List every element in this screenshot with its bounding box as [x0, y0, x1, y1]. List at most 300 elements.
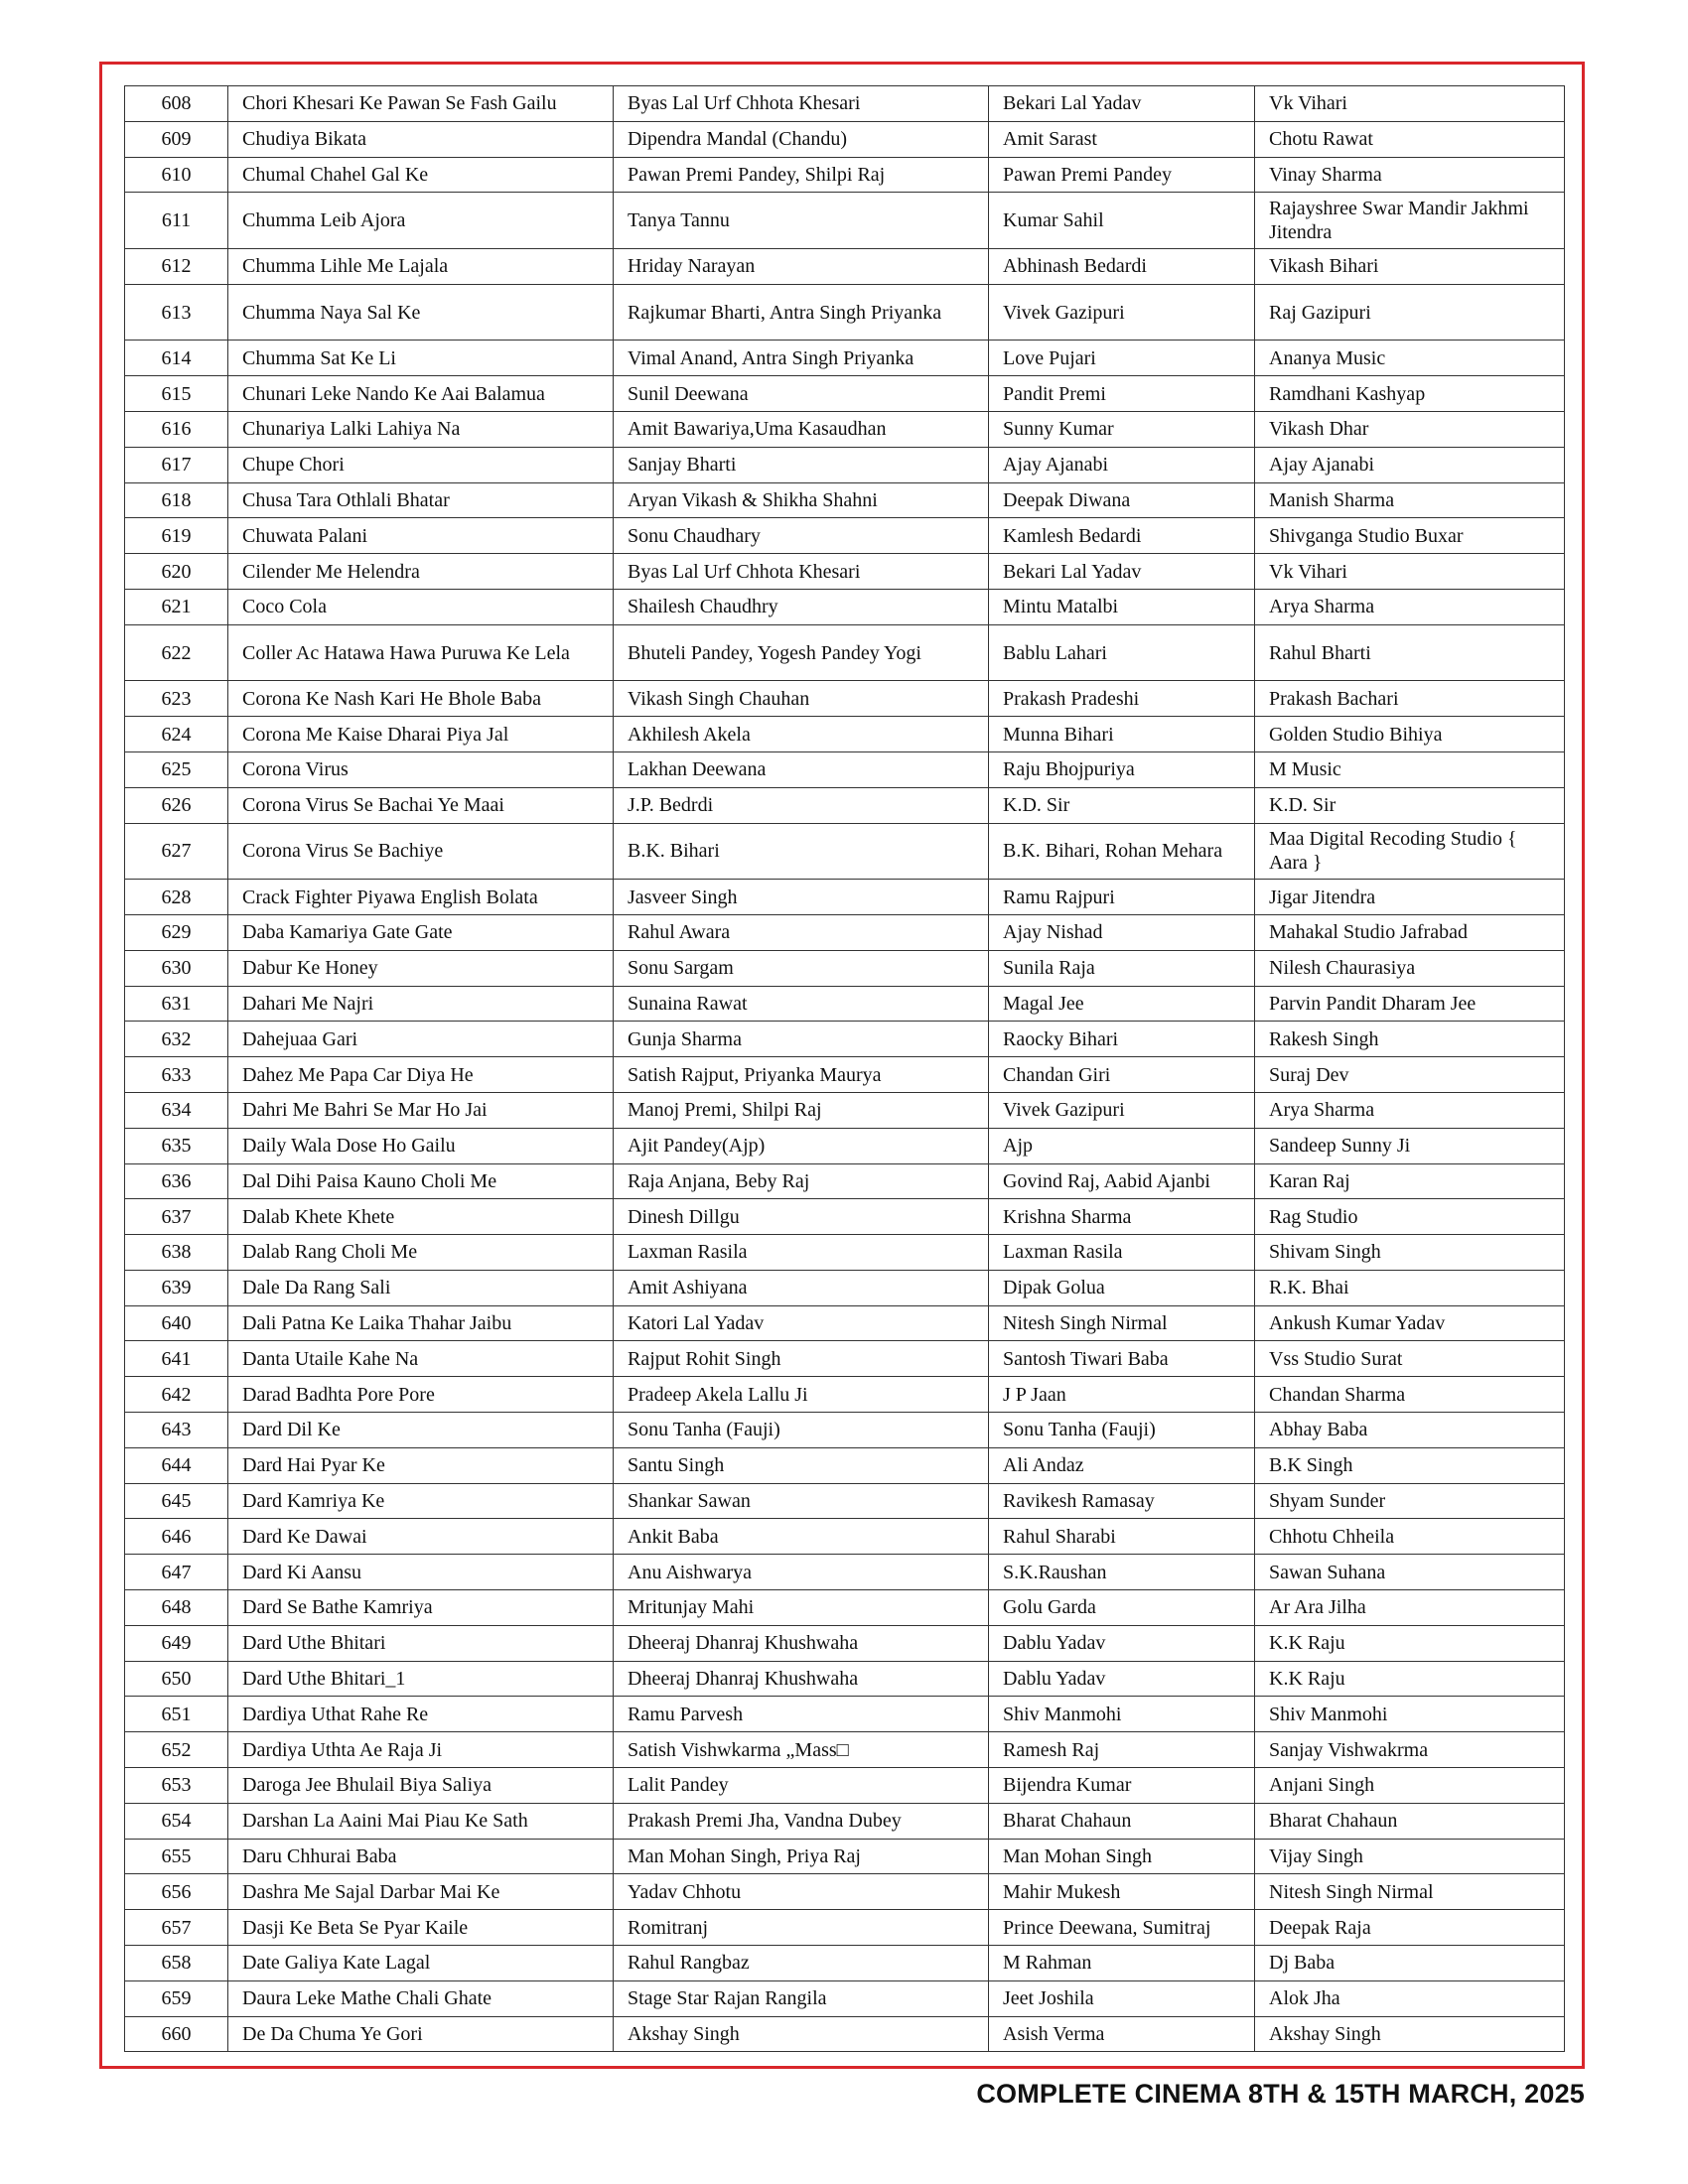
singer-cell: Santu Singh — [614, 1447, 989, 1483]
table-row — [125, 1839, 1565, 1874]
table-row — [125, 681, 1565, 717]
lyricist-cell: Love Pujari — [989, 341, 1255, 376]
row-number-cell: 635 — [125, 1128, 228, 1163]
lyricist-cell: Nitesh Singh Nirmal — [989, 1305, 1255, 1341]
singer-cell: Ajit Pandey(Ajp) — [614, 1128, 989, 1163]
table-row — [125, 1625, 1565, 1661]
lyricist-cell: B.K. Bihari, Rohan Mehara — [989, 823, 1255, 880]
table-row — [125, 447, 1565, 482]
song-title-cell: Coco Cola — [228, 589, 614, 624]
singer-cell: Amit Ashiyana — [614, 1270, 989, 1305]
row-number-cell: 637 — [125, 1199, 228, 1235]
singer-cell: Dipendra Mandal (Chandu) — [614, 121, 989, 157]
label-cell: Ankush Kumar Yadav — [1255, 1305, 1565, 1341]
label-cell: Maa Digital Recoding Studio { Aara } — [1255, 823, 1565, 880]
table-row — [125, 2016, 1565, 2052]
label-cell: Shivganga Studio Buxar — [1255, 518, 1565, 554]
song-title-cell: Chunariya Lalki Lahiya Na — [228, 411, 614, 447]
song-title-cell: Cilender Me Helendra — [228, 554, 614, 590]
row-number-cell: 624 — [125, 717, 228, 752]
row-number-cell: 630 — [125, 950, 228, 986]
label-cell: Vijay Singh — [1255, 1839, 1565, 1874]
table-row — [125, 1483, 1565, 1519]
table-row — [125, 1768, 1565, 1804]
row-number-cell: 649 — [125, 1625, 228, 1661]
label-cell: Arya Sharma — [1255, 589, 1565, 624]
table-row — [125, 341, 1565, 376]
lyricist-cell: Sunny Kumar — [989, 411, 1255, 447]
row-number-cell: 639 — [125, 1270, 228, 1305]
song-title-cell: Chunari Leke Nando Ke Aai Balamua — [228, 376, 614, 412]
row-number-cell: 646 — [125, 1519, 228, 1555]
song-title-cell: Chumma Leib Ajora — [228, 193, 614, 249]
lyricist-cell: Santosh Tiwari Baba — [989, 1341, 1255, 1377]
lyricist-cell: Prakash Pradeshi — [989, 681, 1255, 717]
row-number-cell: 660 — [125, 2016, 228, 2052]
singer-cell: Akshay Singh — [614, 2016, 989, 2052]
table-row — [125, 1341, 1565, 1377]
label-cell: Alok Jha — [1255, 1980, 1565, 2016]
row-number-cell: 648 — [125, 1590, 228, 1626]
lyricist-cell: Rahul Sharabi — [989, 1519, 1255, 1555]
song-title-cell: Dahri Me Bahri Se Mar Ho Jai — [228, 1092, 614, 1128]
singer-cell: Ankit Baba — [614, 1519, 989, 1555]
song-title-cell: Dabur Ke Honey — [228, 950, 614, 986]
row-number-cell: 623 — [125, 681, 228, 717]
song-title-cell: Chudiya Bikata — [228, 121, 614, 157]
song-title-cell: Chumma Sat Ke Li — [228, 341, 614, 376]
song-title-cell: Danta Utaile Kahe Na — [228, 1341, 614, 1377]
song-title-cell: Corona Ke Nash Kari He Bhole Baba — [228, 681, 614, 717]
lyricist-cell: Abhinash Bedardi — [989, 248, 1255, 284]
table-row — [125, 1092, 1565, 1128]
lyricist-cell: Bharat Chahaun — [989, 1803, 1255, 1839]
label-cell: Sawan Suhana — [1255, 1555, 1565, 1590]
singer-cell: Sunaina Rawat — [614, 986, 989, 1022]
lyricist-cell: Magal Jee — [989, 986, 1255, 1022]
label-cell: Sanjay Vishwakrma — [1255, 1732, 1565, 1768]
lyricist-cell: Ramu Rajpuri — [989, 880, 1255, 915]
label-cell: Vss Studio Surat — [1255, 1341, 1565, 1377]
table-row — [125, 1413, 1565, 1448]
label-cell: Anjani Singh — [1255, 1768, 1565, 1804]
singer-cell: Amit Bawariya,Uma Kasaudhan — [614, 411, 989, 447]
song-title-cell: Dalab Khete Khete — [228, 1199, 614, 1235]
row-number-cell: 642 — [125, 1377, 228, 1413]
row-number-cell: 614 — [125, 341, 228, 376]
table-row — [125, 751, 1565, 787]
row-number-cell: 626 — [125, 787, 228, 823]
label-cell: K.D. Sir — [1255, 787, 1565, 823]
song-title-cell: Daura Leke Mathe Chali Ghate — [228, 1980, 614, 2016]
lyricist-cell: Kamlesh Bedardi — [989, 518, 1255, 554]
song-title-cell: Daroga Jee Bhulail Biya Saliya — [228, 1768, 614, 1804]
label-cell: Ajay Ajanabi — [1255, 447, 1565, 482]
song-title-cell: Dahejuaa Gari — [228, 1022, 614, 1057]
label-cell: Vk Vihari — [1255, 86, 1565, 122]
row-number-cell: 653 — [125, 1768, 228, 1804]
row-number-cell: 638 — [125, 1235, 228, 1271]
row-number-cell: 613 — [125, 284, 228, 341]
row-number-cell: 657 — [125, 1910, 228, 1946]
label-cell: Rag Studio — [1255, 1199, 1565, 1235]
song-title-cell: Dale Da Rang Sali — [228, 1270, 614, 1305]
row-number-cell: 610 — [125, 157, 228, 193]
table-row — [125, 193, 1565, 249]
song-title-cell: Daily Wala Dose Ho Gailu — [228, 1128, 614, 1163]
row-number-cell: 652 — [125, 1732, 228, 1768]
song-title-cell: Chumma Lihle Me Lajala — [228, 248, 614, 284]
row-number-cell: 658 — [125, 1946, 228, 1981]
singer-cell: Satish Rajput, Priyanka Maurya — [614, 1057, 989, 1093]
lyricist-cell: Mintu Matalbi — [989, 589, 1255, 624]
singer-cell: Anu Aishwarya — [614, 1555, 989, 1590]
label-cell: Shiv Manmohi — [1255, 1697, 1565, 1732]
row-number-cell: 615 — [125, 376, 228, 412]
lyricist-cell: Mahir Mukesh — [989, 1874, 1255, 1910]
table-row — [125, 1199, 1565, 1235]
table-row — [125, 1946, 1565, 1981]
lyricist-cell: Dablu Yadav — [989, 1625, 1255, 1661]
row-number-cell: 655 — [125, 1839, 228, 1874]
lyricist-cell: Govind Raj, Aabid Ajanbi — [989, 1163, 1255, 1199]
singer-cell: Vikash Singh Chauhan — [614, 681, 989, 717]
row-number-cell: 629 — [125, 914, 228, 950]
song-title-cell: Dard Uthe Bhitari_1 — [228, 1661, 614, 1697]
lyricist-cell: Pandit Premi — [989, 376, 1255, 412]
row-number-cell: 631 — [125, 986, 228, 1022]
song-title-cell: Dasji Ke Beta Se Pyar Kaile — [228, 1910, 614, 1946]
song-title-cell: Crack Fighter Piyawa English Bolata — [228, 880, 614, 915]
label-cell: K.K Raju — [1255, 1625, 1565, 1661]
table-row — [125, 1305, 1565, 1341]
lyricist-cell: S.K.Raushan — [989, 1555, 1255, 1590]
label-cell: Vikash Dhar — [1255, 411, 1565, 447]
song-title-cell: Corona Virus Se Bachiye — [228, 823, 614, 880]
row-number-cell: 611 — [125, 193, 228, 249]
row-number-cell: 620 — [125, 554, 228, 590]
table-row — [125, 1519, 1565, 1555]
row-number-cell: 619 — [125, 518, 228, 554]
row-number-cell: 640 — [125, 1305, 228, 1341]
song-title-cell: Corona Me Kaise Dharai Piya Jal — [228, 717, 614, 752]
table-row — [125, 554, 1565, 590]
row-number-cell: 659 — [125, 1980, 228, 2016]
lyricist-cell: Ravikesh Ramasay — [989, 1483, 1255, 1519]
lyricist-cell: Raocky Bihari — [989, 1022, 1255, 1057]
row-number-cell: 627 — [125, 823, 228, 880]
row-number-cell: 632 — [125, 1022, 228, 1057]
label-cell: Prakash Bachari — [1255, 681, 1565, 717]
song-title-cell: Daru Chhurai Baba — [228, 1839, 614, 1874]
lyricist-cell: Vivek Gazipuri — [989, 1092, 1255, 1128]
lyricist-cell: Bablu Lahari — [989, 624, 1255, 681]
table-row — [125, 1270, 1565, 1305]
label-cell: Chotu Rawat — [1255, 121, 1565, 157]
lyricist-cell: Sunila Raja — [989, 950, 1255, 986]
row-number-cell: 622 — [125, 624, 228, 681]
singer-cell: Pradeep Akela Lallu Ji — [614, 1377, 989, 1413]
label-cell: Golden Studio Bihiya — [1255, 717, 1565, 752]
lyricist-cell: Vivek Gazipuri — [989, 284, 1255, 341]
table-row — [125, 787, 1565, 823]
label-cell: R.K. Bhai — [1255, 1270, 1565, 1305]
row-number-cell: 618 — [125, 482, 228, 518]
row-number-cell: 609 — [125, 121, 228, 157]
singer-cell: Yadav Chhotu — [614, 1874, 989, 1910]
singer-cell: Hriday Narayan — [614, 248, 989, 284]
song-list-table — [124, 85, 1565, 2052]
table-row — [125, 1590, 1565, 1626]
label-cell: Vikash Bihari — [1255, 248, 1565, 284]
song-title-cell: Dard Se Bathe Kamriya — [228, 1590, 614, 1626]
row-number-cell: 651 — [125, 1697, 228, 1732]
lyricist-cell: Ramesh Raj — [989, 1732, 1255, 1768]
table-row — [125, 482, 1565, 518]
row-number-cell: 641 — [125, 1341, 228, 1377]
song-title-cell: Dalab Rang Choli Me — [228, 1235, 614, 1271]
publication-footer: COMPLETE CINEMA 8TH & 15TH MARCH, 2025 — [976, 2079, 1585, 2109]
row-number-cell: 625 — [125, 751, 228, 787]
lyricist-cell: Kumar Sahil — [989, 193, 1255, 249]
table-row — [125, 880, 1565, 915]
singer-cell: Katori Lal Yadav — [614, 1305, 989, 1341]
singer-cell: Pawan Premi Pandey, Shilpi Raj — [614, 157, 989, 193]
label-cell: K.K Raju — [1255, 1661, 1565, 1697]
singer-cell: Sunil Deewana — [614, 376, 989, 412]
table-row — [125, 284, 1565, 341]
table-row — [125, 589, 1565, 624]
singer-cell: Rajput Rohit Singh — [614, 1341, 989, 1377]
song-title-cell: Chori Khesari Ke Pawan Se Fash Gailu — [228, 86, 614, 122]
label-cell: Arya Sharma — [1255, 1092, 1565, 1128]
table-row — [125, 86, 1565, 122]
label-cell: Raj Gazipuri — [1255, 284, 1565, 341]
label-cell: Vinay Sharma — [1255, 157, 1565, 193]
table-row — [125, 1057, 1565, 1093]
singer-cell: Sonu Sargam — [614, 950, 989, 986]
row-number-cell: 644 — [125, 1447, 228, 1483]
table-row — [125, 1163, 1565, 1199]
singer-cell: Shailesh Chaudhry — [614, 589, 989, 624]
song-title-cell: Chumma Naya Sal Ke — [228, 284, 614, 341]
label-cell: Mahakal Studio Jafrabad — [1255, 914, 1565, 950]
song-title-cell: Coller Ac Hatawa Hawa Puruwa Ke Lela — [228, 624, 614, 681]
label-cell: Ramdhani Kashyap — [1255, 376, 1565, 412]
table-row — [125, 1803, 1565, 1839]
row-number-cell: 617 — [125, 447, 228, 482]
label-cell: Bharat Chahaun — [1255, 1803, 1565, 1839]
singer-cell: Ramu Parvesh — [614, 1697, 989, 1732]
table-row — [125, 1128, 1565, 1163]
row-number-cell: 654 — [125, 1803, 228, 1839]
table-row — [125, 248, 1565, 284]
lyricist-cell: Chandan Giri — [989, 1057, 1255, 1093]
singer-cell: Bhuteli Pandey, Yogesh Pandey Yogi — [614, 624, 989, 681]
table-row — [125, 411, 1565, 447]
lyricist-cell: J P Jaan — [989, 1377, 1255, 1413]
song-title-cell: Date Galiya Kate Lagal — [228, 1946, 614, 1981]
song-title-cell: Corona Virus Se Bachai Ye Maai — [228, 787, 614, 823]
table-row — [125, 1697, 1565, 1732]
singer-cell: Dheeraj Dhanraj Khushwaha — [614, 1625, 989, 1661]
table-row — [125, 1377, 1565, 1413]
label-cell: Rajayshree Swar Mandir Jakhmi Jitendra — [1255, 193, 1565, 249]
lyricist-cell: Raju Bhojpuriya — [989, 751, 1255, 787]
label-cell: Suraj Dev — [1255, 1057, 1565, 1093]
singer-cell: J.P. Bedrdi — [614, 787, 989, 823]
singer-cell: Sonu Chaudhary — [614, 518, 989, 554]
singer-cell: Stage Star Rajan Rangila — [614, 1980, 989, 2016]
row-number-cell: 656 — [125, 1874, 228, 1910]
singer-cell: Lalit Pandey — [614, 1768, 989, 1804]
label-cell: Karan Raj — [1255, 1163, 1565, 1199]
table-row — [125, 717, 1565, 752]
lyricist-cell: K.D. Sir — [989, 787, 1255, 823]
table-row — [125, 157, 1565, 193]
lyricist-cell: Krishna Sharma — [989, 1199, 1255, 1235]
table-row — [125, 950, 1565, 986]
lyricist-cell: Bekari Lal Yadav — [989, 554, 1255, 590]
row-number-cell: 647 — [125, 1555, 228, 1590]
table-row — [125, 1022, 1565, 1057]
lyricist-cell: Sonu Tanha (Fauji) — [989, 1413, 1255, 1448]
label-cell: Rahul Bharti — [1255, 624, 1565, 681]
song-title-cell: Dali Patna Ke Laika Thahar Jaibu — [228, 1305, 614, 1341]
label-cell: Abhay Baba — [1255, 1413, 1565, 1448]
lyricist-cell: Dablu Yadav — [989, 1661, 1255, 1697]
song-title-cell: Chusa Tara Othlali Bhatar — [228, 482, 614, 518]
song-title-cell: Dashra Me Sajal Darbar Mai Ke — [228, 1874, 614, 1910]
singer-cell: Sonu Tanha (Fauji) — [614, 1413, 989, 1448]
row-number-cell: 608 — [125, 86, 228, 122]
singer-cell: Manoj Premi, Shilpi Raj — [614, 1092, 989, 1128]
singer-cell: Prakash Premi Jha, Vandna Dubey — [614, 1803, 989, 1839]
table-row — [125, 1910, 1565, 1946]
singer-cell: Byas Lal Urf Chhota Khesari — [614, 554, 989, 590]
label-cell: Chandan Sharma — [1255, 1377, 1565, 1413]
lyricist-cell: Ali Andaz — [989, 1447, 1255, 1483]
singer-cell: Tanya Tannu — [614, 193, 989, 249]
singer-cell: Dheeraj Dhanraj Khushwaha — [614, 1661, 989, 1697]
label-cell: Nitesh Singh Nirmal — [1255, 1874, 1565, 1910]
lyricist-cell: M Rahman — [989, 1946, 1255, 1981]
label-cell: Deepak Raja — [1255, 1910, 1565, 1946]
lyricist-cell: Prince Deewana, Sumitraj — [989, 1910, 1255, 1946]
table-row — [125, 986, 1565, 1022]
label-cell: Vk Vihari — [1255, 554, 1565, 590]
row-number-cell: 650 — [125, 1661, 228, 1697]
singer-cell: Romitranj — [614, 1910, 989, 1946]
table-row — [125, 1235, 1565, 1271]
song-title-cell: Dard Dil Ke — [228, 1413, 614, 1448]
row-number-cell: 633 — [125, 1057, 228, 1093]
singer-cell: Byas Lal Urf Chhota Khesari — [614, 86, 989, 122]
song-title-cell: Dard Kamriya Ke — [228, 1483, 614, 1519]
singer-cell: Laxman Rasila — [614, 1235, 989, 1271]
table-row — [125, 518, 1565, 554]
lyricist-cell: Bijendra Kumar — [989, 1768, 1255, 1804]
row-number-cell: 621 — [125, 589, 228, 624]
label-cell: Ananya Music — [1255, 341, 1565, 376]
table-row — [125, 1732, 1565, 1768]
singer-cell: Shankar Sawan — [614, 1483, 989, 1519]
singer-cell: Gunja Sharma — [614, 1022, 989, 1057]
table-row — [125, 1447, 1565, 1483]
song-title-cell: Dal Dihi Paisa Kauno Choli Me — [228, 1163, 614, 1199]
row-number-cell: 628 — [125, 880, 228, 915]
lyricist-cell: Munna Bihari — [989, 717, 1255, 752]
label-cell: Parvin Pandit Dharam Jee — [1255, 986, 1565, 1022]
label-cell: Shyam Sunder — [1255, 1483, 1565, 1519]
row-number-cell: 636 — [125, 1163, 228, 1199]
singer-cell: Satish Vishwkarma „Mass□ — [614, 1732, 989, 1768]
lyricist-cell: Bekari Lal Yadav — [989, 86, 1255, 122]
lyricist-cell: Golu Garda — [989, 1590, 1255, 1626]
singer-cell: Lakhan Deewana — [614, 751, 989, 787]
lyricist-cell: Ajp — [989, 1128, 1255, 1163]
lyricist-cell: Laxman Rasila — [989, 1235, 1255, 1271]
song-title-cell: Dard Ke Dawai — [228, 1519, 614, 1555]
song-title-cell: Dardiya Uthat Rahe Re — [228, 1697, 614, 1732]
label-cell: Sandeep Sunny Ji — [1255, 1128, 1565, 1163]
song-title-cell: Chumal Chahel Gal Ke — [228, 157, 614, 193]
label-cell: Nilesh Chaurasiya — [1255, 950, 1565, 986]
label-cell: M Music — [1255, 751, 1565, 787]
singer-cell: Mritunjay Mahi — [614, 1590, 989, 1626]
table-row — [125, 1980, 1565, 2016]
label-cell: Rakesh Singh — [1255, 1022, 1565, 1057]
singer-cell: B.K. Bihari — [614, 823, 989, 880]
row-number-cell: 616 — [125, 411, 228, 447]
singer-cell: Akhilesh Akela — [614, 717, 989, 752]
lyricist-cell: Deepak Diwana — [989, 482, 1255, 518]
singer-cell: Rajkumar Bharti, Antra Singh Priyanka — [614, 284, 989, 341]
table-row — [125, 823, 1565, 880]
singer-cell: Man Mohan Singh, Priya Raj — [614, 1839, 989, 1874]
song-title-cell: Corona Virus — [228, 751, 614, 787]
label-cell: Chhotu Chheila — [1255, 1519, 1565, 1555]
song-title-cell: Dardiya Uthta Ae Raja Ji — [228, 1732, 614, 1768]
song-title-cell: Dard Uthe Bhitari — [228, 1625, 614, 1661]
row-number-cell: 643 — [125, 1413, 228, 1448]
song-title-cell: Dard Ki Aansu — [228, 1555, 614, 1590]
song-title-cell: Dahez Me Papa Car Diya He — [228, 1057, 614, 1093]
table-row — [125, 1555, 1565, 1590]
table-row — [125, 914, 1565, 950]
lyricist-cell: Shiv Manmohi — [989, 1697, 1255, 1732]
song-title-cell: Darad Badhta Pore Pore — [228, 1377, 614, 1413]
lyricist-cell: Jeet Joshila — [989, 1980, 1255, 2016]
label-cell: Manish Sharma — [1255, 482, 1565, 518]
label-cell: Ar Ara Jilha — [1255, 1590, 1565, 1626]
song-title-cell: De Da Chuma Ye Gori — [228, 2016, 614, 2052]
label-cell: Shivam Singh — [1255, 1235, 1565, 1271]
song-list-body — [125, 86, 1565, 2052]
label-cell: Jigar Jitendra — [1255, 880, 1565, 915]
table-row — [125, 1661, 1565, 1697]
lyricist-cell: Dipak Golua — [989, 1270, 1255, 1305]
singer-cell: Rahul Awara — [614, 914, 989, 950]
lyricist-cell: Amit Sarast — [989, 121, 1255, 157]
row-number-cell: 645 — [125, 1483, 228, 1519]
singer-cell: Jasveer Singh — [614, 880, 989, 915]
singer-cell: Rahul Rangbaz — [614, 1946, 989, 1981]
table-row — [125, 121, 1565, 157]
singer-cell: Aryan Vikash & Shikha Shahni — [614, 482, 989, 518]
song-title-cell: Chupe Chori — [228, 447, 614, 482]
row-number-cell: 612 — [125, 248, 228, 284]
